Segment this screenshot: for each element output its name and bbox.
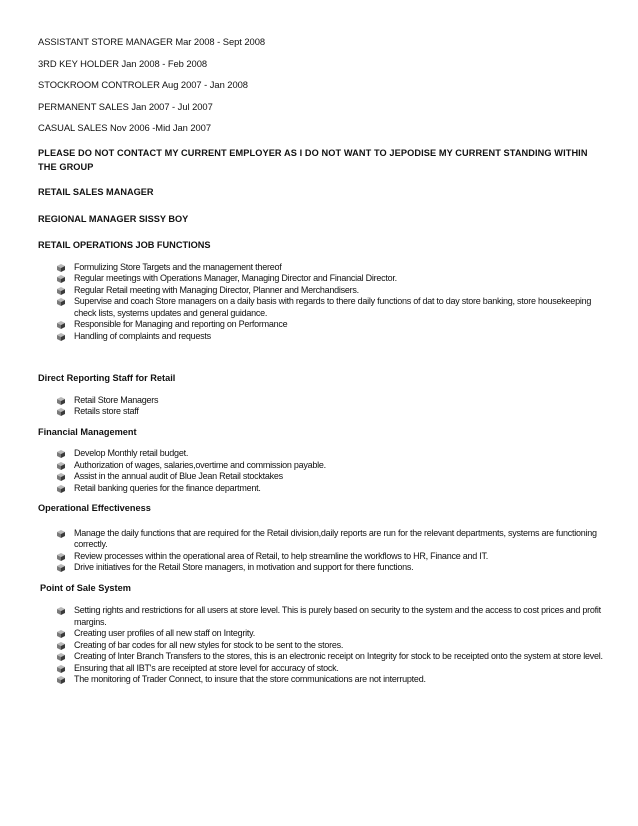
role-entry: PERMANENT SALES Jan 2007 - Jul 2007 — [38, 100, 213, 112]
list-item — [57, 640, 604, 652]
list-item-text: Responsible for Managing and reporting on Performance — [74, 319, 288, 329]
section-title-operational: Operational Effectiveness — [38, 503, 151, 513]
list-item-text: Formulizing Store Targets and the management thereof — [74, 261, 282, 272]
list-item-text: Supervise and coach Store managers on a daily basis with regards to there daily functions of dat to day store banking, store housekeeping check lists, systems updates and general guidance. — [74, 296, 592, 318]
list-item — [57, 273, 604, 285]
grey-cube-bullet-icon — [57, 564, 65, 572]
grey-cube-bullet-icon — [57, 462, 65, 470]
list-item — [57, 331, 604, 343]
grey-cube-bullet-icon — [57, 676, 65, 684]
list-item-text: Ensuring that all IBT's are receipted at store level for accuracy of stock. — [74, 662, 339, 673]
list-item — [57, 406, 604, 418]
list-item-text: Retails store staff — [74, 406, 139, 416]
grey-cube-bullet-icon — [57, 333, 65, 341]
list-item — [57, 395, 604, 407]
grey-cube-bullet-icon — [57, 287, 65, 295]
list-item — [57, 460, 604, 472]
list-item — [57, 528, 604, 551]
grey-cube-bullet-icon — [57, 530, 65, 538]
financial-list — [38, 448, 604, 494]
list-item-text: Drive initiatives for the Retail Store managers, in motivation and support for there functions. — [74, 562, 414, 572]
grey-cube-bullet-icon — [57, 275, 65, 283]
list-item-text: Authorization of wages, salaries,overtime and commission payable. — [74, 459, 326, 470]
grey-cube-bullet-icon — [57, 485, 65, 493]
heading-regional-manager: REGIONAL MANAGER SISSY BOY — [38, 213, 189, 224]
list-item-text: Regular Retail meeting with Managing Director, Planner and Merchandisers. — [74, 284, 359, 295]
list-item-text: The monitoring of Trader Connect, to insure that the store communications are not interrupted. — [74, 674, 426, 684]
list-item-text: Retail banking queries for the finance department. — [74, 482, 261, 493]
list-item — [57, 628, 604, 640]
grey-cube-bullet-icon — [57, 665, 65, 673]
grey-cube-bullet-icon — [57, 653, 65, 661]
grey-cube-bullet-icon — [57, 408, 65, 416]
heading-retail-sales-manager: RETAIL SALES MANAGER — [38, 187, 154, 197]
list-item-text: Creating of Inter Branch Transfers to the stores, this is an electronic receipt on Integrity for stock to be receipted onto the system at store level. — [74, 651, 603, 661]
role-entry: CASUAL SALES Nov 2006 -Mid Jan 2007 — [38, 122, 211, 133]
list-item — [57, 551, 604, 563]
section-title-financial: Financial Management — [38, 426, 137, 437]
list-item-text: Retail Store Managers — [74, 394, 159, 405]
grey-cube-bullet-icon — [57, 264, 65, 272]
grey-cube-bullet-icon — [57, 450, 65, 458]
resume-page — [38, 36, 604, 686]
list-item — [57, 262, 604, 274]
list-item — [57, 663, 604, 675]
list-item — [57, 483, 604, 495]
list-item-text: Creating user profiles of all new staff on Integrity. — [74, 628, 256, 638]
list-item — [57, 605, 604, 628]
list-item-text: Develop Monthly retail budget. — [74, 448, 189, 458]
list-item-text: Handling of complaints and requests — [74, 330, 211, 341]
pos-list — [38, 605, 604, 686]
list-item — [57, 296, 604, 319]
list-item — [57, 562, 604, 574]
list-item — [57, 674, 604, 686]
section-title-pos: Point of Sale System — [40, 582, 131, 593]
role-entry: 3RD KEY HOLDER Jan 2008 - Feb 2008 — [38, 57, 208, 69]
grey-cube-bullet-icon — [57, 321, 65, 329]
grey-cube-bullet-icon — [57, 607, 65, 615]
contact-notice: PLEASE DO NOT CONTACT MY CURRENT EMPLOYER AS I DO NOT WANT TO JEPODISE MY CURRENT STANDING WITHIN THE GROUP — [38, 148, 588, 172]
list-item-text: Creating of bar codes for all new styles for stock to be sent to the stores. — [74, 639, 344, 650]
list-item — [57, 651, 604, 663]
grey-cube-bullet-icon — [57, 630, 65, 638]
role-entry: ASSISTANT STORE MANAGER Mar 2008 - Sept 2008 — [38, 36, 266, 47]
operational-list — [38, 528, 604, 574]
grey-cube-bullet-icon — [57, 553, 65, 561]
list-item — [57, 471, 604, 483]
list-item — [57, 319, 604, 331]
grey-cube-bullet-icon — [57, 397, 65, 405]
list-item-text: Assist in the annual audit of Blue Jean Retail stocktakes — [74, 471, 283, 481]
job-functions-list — [38, 262, 604, 343]
role-entry: STOCKROOM CONTROLER Aug 2007 - Jan 2008 — [38, 79, 248, 90]
grey-cube-bullet-icon — [57, 642, 65, 650]
list-item — [57, 285, 604, 297]
grey-cube-bullet-icon — [57, 473, 65, 481]
list-item-text: Manage the daily functions that are required for the Retail division,daily reports are run for the relevant departments, systems are functioning correctly. — [74, 527, 597, 549]
section-title-direct-reporting: Direct Reporting Staff for Retail — [38, 373, 176, 383]
direct-reporting-list — [38, 395, 604, 418]
list-item-text: Setting rights and restrictions for all users at store level. This is purely based on security to the system and the access to cost prices and profit margins. — [74, 605, 601, 627]
list-item-text: Review processes within the operational area of Retail, to help streamline the workflows to HR, Finance and IT. — [74, 550, 488, 561]
list-item — [57, 448, 604, 460]
heading-retail-operations: RETAIL OPERATIONS JOB FUNCTIONS — [38, 240, 211, 250]
list-item-text: Regular meetings with Operations Manager, Managing Director and Financial Director. — [74, 273, 397, 283]
grey-cube-bullet-icon — [57, 298, 65, 306]
